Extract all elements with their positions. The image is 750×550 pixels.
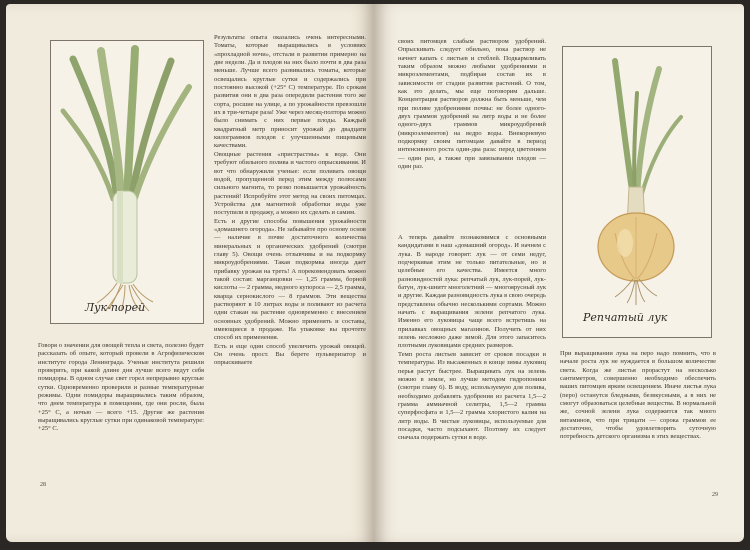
leek-illustration-frame xyxy=(50,40,204,324)
right-bottom-column: При выращивании лука на перо надо помнить, что в начале роста лук не нуждается в большом количестве света. Когда же листья прорастут на несколько сантиметров, совершенно необходимо обеспечить ваших питомцев ярким освещением. Иначе листья лука (перо) останутся бледными, безвкусными, а в них не смогут образоваться целебные вещества. В нормальной же, сочной зелени лука содержится так много витаминов, что при трицати — сорока граммов ее достаточно, чтобы удовлетворить суточную потребность детского организма в этих веществах. xyxy=(560,350,716,441)
onion-illustration xyxy=(563,47,711,337)
right-mid-column: А теперь давайте познакомимся с основными кандидатами в наш «домашний огород». И начнем с лука. В народе говорят: лук — от семи недуг, подчеркивая этим не только питательные, но и целебные его качества. Имеется много разновидностей лука: репчатый лук, лук-порей, лук-батун, лук-шнитт многолетний — многоярусный лук и другие. Каждая разновидность лука в свою очередь представлена обычно несколькими сортами. Можно начать с выращивания зелени репчатого лука. Именно его луковицы чаще всего встретишь на прилавках овощных магазинов. Получить от них зелень несложно даже зимой. Для этого запаситесь плотными луковицами средних размеров. Темп роста листьев зависит от сроков посадки и температуры. Из высаженных в конце зимы луковиц перья растут быстрее. Выращивать лук на зелень можно в земле, но лучше методом гидропоники (смотри главу 6). В воду, используемую для полива, необходимо добавлять удобрения из расчета 1,5—2 грамма аммиачной селитры, 1,5—2 грамма суперфосфата и 1,5—2 грамма хлористого калия на литр воды. В чистые луковицы, используемые для посадки, часто подсыхают. Поэтому их следует сначала подержать сутки в воде. xyxy=(398,234,546,442)
right-page-number: 29 xyxy=(712,492,718,498)
left-main-column: Результаты опыта оказались очень интересными. Томаты, которые выращивались в условиях «прохладной ночи», отстали в развитии примерно на две недели. Да и плодов на них было почти в два раза меньше. Лучше всего развивались томаты, которые освещались круглые сутки и содержались при постоянно высокой (+25° С) температуре. По срокам развития они в два раза опередили растения того же сорта, росшие на улице, а по урожайности превзошли их в три-четыре раза! Уже через месяц-полтора можно было снимать с них первые плоды. Каждый квадратный метр приносит урожай до двадцати килограммов плодов с улучшенными пищевыми качествами. Овощные растения «пристрастны» к воде. Они требуют обильного полива и частого опрыскивания. И вот что обнаружили ученые: если поливать овощи водой, пропущенной перед этим между полюсами сильного магнита, то резко повышается урожайность растений! Испробуйте этот метод на своих питомцах. Устройства для магнитной обработки воды уже поступили в продажу, а можно их сделать и самим. Есть и другие способы повышения урожайности «домашнего огорода». Не забывайте про основу основ — наличие в почве достаточного количества минеральных и органических удобрений (смотри главу 5). Овощи очень отзывчивы и на подкормку микроудобрениями. Такая подкормка иногда дает прибавку урожая на треть! А порекомендовать можно такой состав: марганцовки — 1,25 грамма, борной кислоты — 2 грамма, медного купороса — 2,5 грамма, кварца сернокислого — 8 граммов. Эти вещества растворяют в 10 литрах воды и поливают из расчета одни стакан на растение одновременно с внесением основных удобрений. Можно применять и составы, имеющиеся в продаже. На упаковке вы прочтете способ их применения. Есть и еще один способ увеличить урожай овощей. Он очень прост. Вы берете пульверизатор и опрыскиваете xyxy=(214,34,366,367)
left-bottom-column: Говоря о значении для овощей тепла и света, полезно будет рассказать об опыте, который провели в Агрофизическом институте города Ленинграда. Ученые института решили проверить, при какой длине дня лучше всего ведут себя помидоры. В одном случае свет горел непрерывно круглые сутки. Одновременно проверили и разные температурные режимы. Одни помидоры выращивались таким образом, что днем температура в помещении, где они росли, была +25° С, а ночью — всего +15. Другие же растения выращивались круглые сутки при одинаковой температуре: +25° С. xyxy=(38,342,204,433)
leek-illustration xyxy=(51,41,203,323)
leek-caption: Лук-порей xyxy=(85,301,146,314)
left-page-number: 28 xyxy=(40,482,46,488)
left-page xyxy=(6,4,374,542)
right-page xyxy=(374,4,744,542)
onion-illustration-frame xyxy=(562,46,712,338)
onion-caption: Репчатый лук xyxy=(583,311,668,324)
right-top-column: своих питомцев слабым раствором удобрений. Опрыскивать следует обильно, пока раствор не начнет капать с листьев и стеблей. Подкармливать таким образом можно любыми удобрениями и микроэлементами, подбирая состав их в зависимости от стадии развития растений. О том, как это делать, мы еще поговорим дальше. Концентрация растворов должна быть меньше, чем при поливе удобрениями почвы: не более одного-двух граммов удобрений на литр воды и не более одного-двух граммов микроудобрений (микроэлементов) на ведро воды. Внекорневую подкормку своим питомцам давайте в период интенсивного роста один-два раза: перед цветением — один раз, а также при завязывании плодов — один раз. xyxy=(398,38,546,171)
